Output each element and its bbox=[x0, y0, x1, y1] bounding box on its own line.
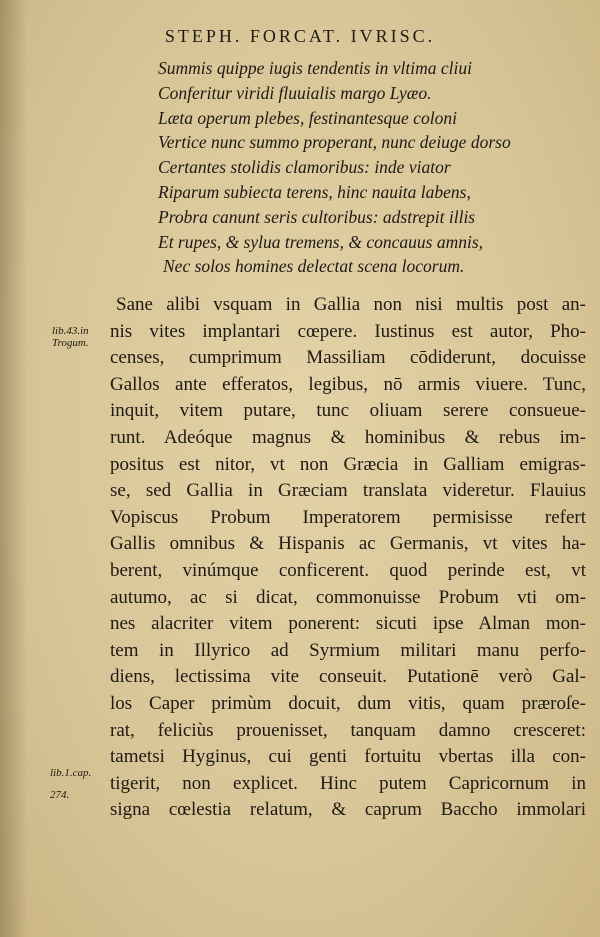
margin-note-line: Trogum. bbox=[52, 337, 89, 349]
prose-line: diens, lectissima vite conseuit. Putationē verò Gal- bbox=[110, 666, 586, 688]
prose-line: tametsi Hyginus, cui genti fortuitu vbertas illa con- bbox=[110, 746, 586, 768]
verse-line: Probra canunt seris cultoribus: adstrepit illis bbox=[158, 206, 476, 227]
prose-line: Vopiscus Probum Imperatorem permisisse refert bbox=[110, 506, 586, 528]
prose-line: tem in Illyrico ad Syrmium militari manu perfo- bbox=[110, 639, 586, 661]
verse-line: Riparum subiecta terens, hinc nauita labens, bbox=[158, 181, 471, 202]
verse-line: Nec solos homines delectat scena locorum. bbox=[163, 256, 465, 277]
prose-line: nis vites implantari cœpere. Iustinus est autor, Pho- bbox=[110, 320, 586, 342]
prose-line: positus est nitor, vt non Græcia in Galliam emigras- bbox=[110, 453, 586, 475]
prose-line: los Caper primùm docuit, dum vitis, quam præroſe- bbox=[110, 692, 586, 714]
prose-line: se, sed Gallia in Græciam translata videretur. Flauius bbox=[110, 480, 586, 502]
prose-line: Gallos ante efferatos, legibus, nō armis viuere. Tunc, bbox=[110, 373, 586, 395]
gutter-shadow bbox=[0, 0, 28, 937]
prose-line: berent, vinúmque conficerent. quod perinde est, vt bbox=[110, 559, 586, 581]
verse-line: Læta operum plebes, festinantesque coloni bbox=[158, 107, 457, 128]
prose-line: Gallis omnibus & Hispanis ac Germanis, vt vites ha- bbox=[110, 533, 586, 555]
running-header: STEPH. FORCAT. IVRISC. bbox=[164, 26, 436, 46]
prose-block bbox=[110, 292, 586, 824]
verse-line: Certantes stolidis clamoribus: inde viator bbox=[158, 157, 451, 178]
verse-line: Summis quippe iugis tendentis in vltima cliui bbox=[158, 58, 473, 78]
prose-line: Sane alibi vsquam in Gallia non nisi multis post an- bbox=[116, 294, 586, 315]
margin-note-line: 274. bbox=[50, 789, 70, 801]
prose-line: censes, cumprimum Massiliam cōdiderunt, docuisse bbox=[110, 347, 586, 369]
verse-block bbox=[158, 56, 578, 279]
margin-note-line: lib.43.in bbox=[52, 325, 89, 337]
verse-line: Vertice nunc summo properant, nunc deiuge dorso bbox=[158, 132, 511, 153]
prose-line: rat, feliciùs prouenisset, tanquam damno cresceret: bbox=[110, 719, 586, 741]
prose-line: tigerit, non explicet. Hinc putem Capricornum in bbox=[110, 772, 586, 794]
prose-line: runt. Adeóque magnus & hominibus & rebus im- bbox=[110, 426, 586, 448]
prose-line: inquit, vitem putare, tunc oliuam serere consueue- bbox=[110, 400, 586, 422]
margin-note-line: lib.1.cap. bbox=[50, 767, 92, 779]
prose-line: autumo, ac si dicat, commonuisse Probum vti om- bbox=[110, 586, 586, 608]
prose-line: signa cœlestia relatum, & caprum Baccho immolari bbox=[110, 799, 586, 821]
prose-line: nes alacriter vitem ponerent: sicuti ipse Alman mon- bbox=[110, 613, 586, 635]
margin-note-hyginus bbox=[50, 767, 91, 801]
verse-line: Et rupes, & sylua tremens, & concauus amnis, bbox=[158, 231, 484, 252]
margin-note-justinus bbox=[52, 325, 89, 349]
verse-line: Conferitur viridi fluuialis margo Lyæo. bbox=[158, 82, 432, 103]
